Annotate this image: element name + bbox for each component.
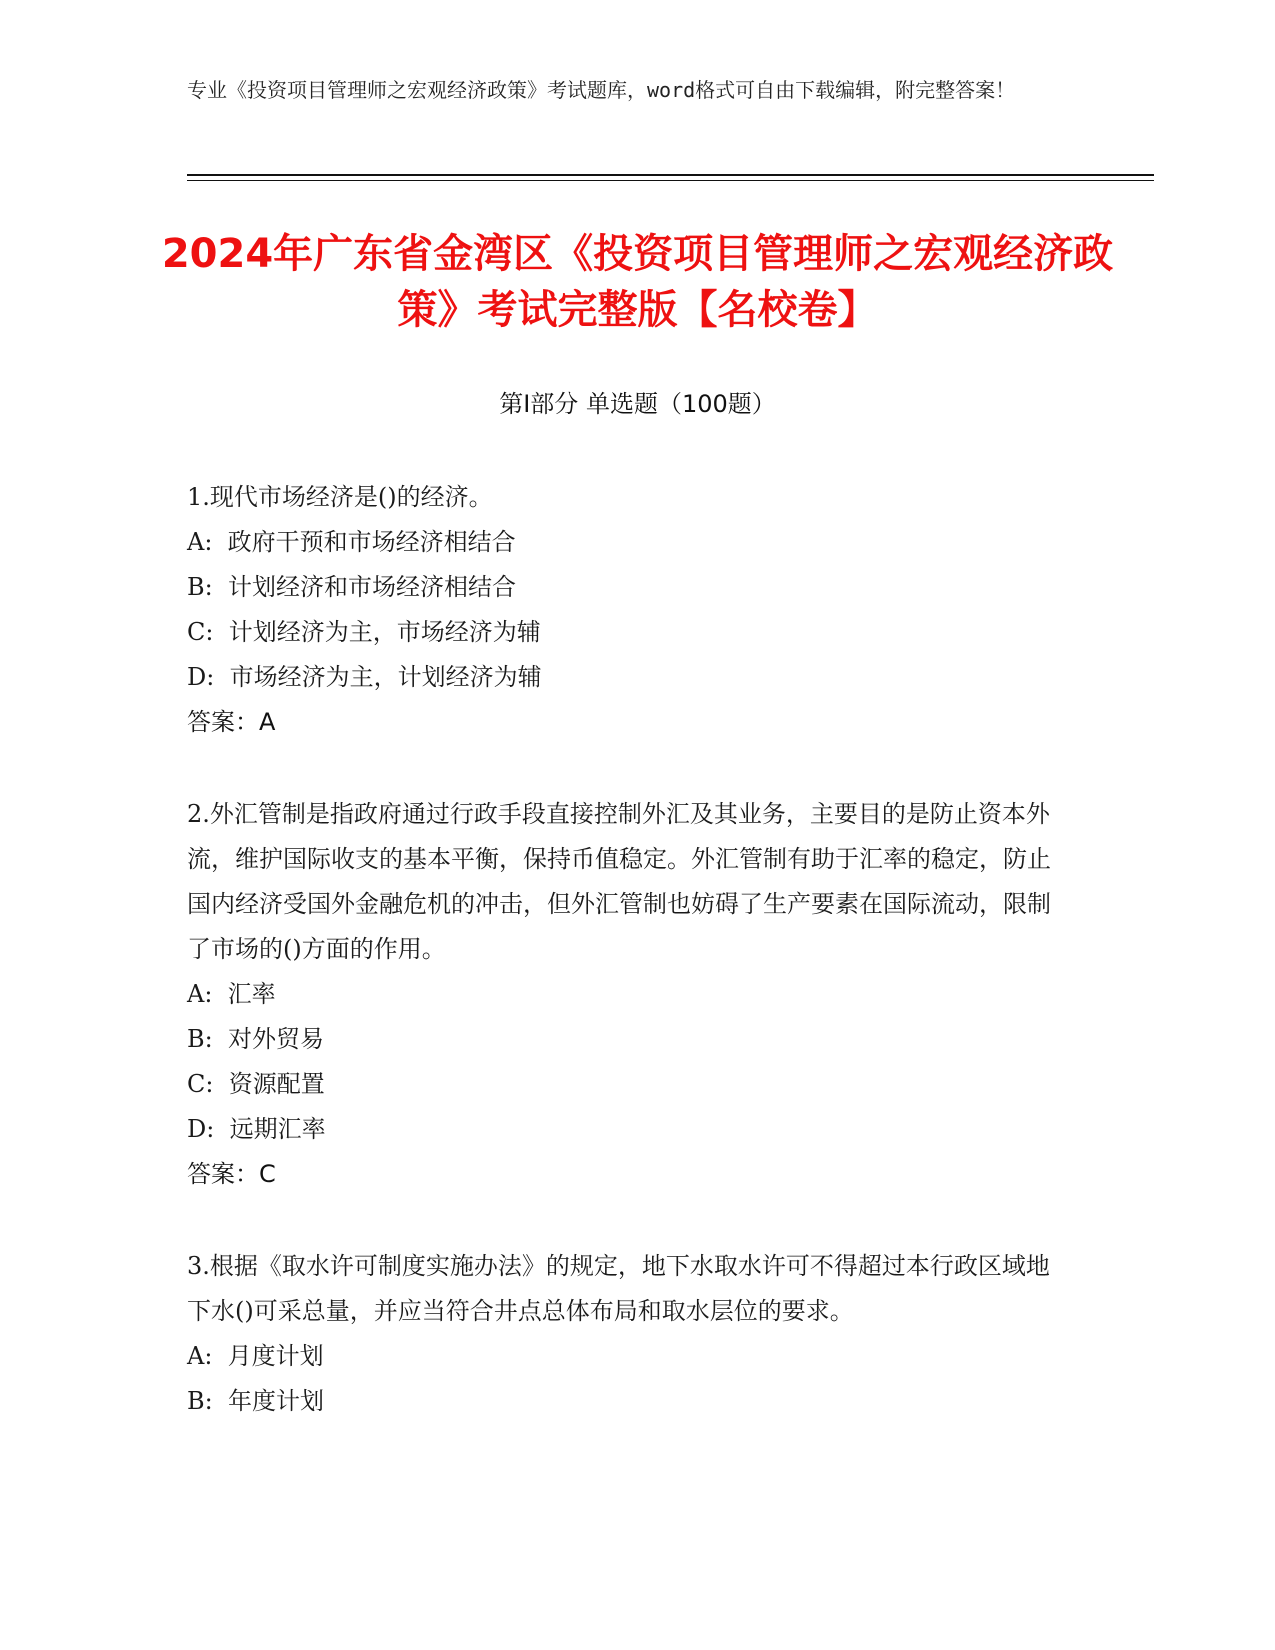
- header-note: 专业《投资项目管理师之宏观经济政策》考试题库，word格式可自由下载编辑，附完整答案！: [187, 78, 1016, 102]
- option-a: A: 汇率: [187, 980, 276, 1008]
- option-b: B: 年度计划: [187, 1387, 324, 1415]
- question-2: [187, 792, 1062, 1197]
- option-d: D: 市场经济为主，计划经济为辅: [187, 663, 542, 691]
- question-3: [187, 1244, 1062, 1424]
- question-stem: 3.根据《取水许可制度实施办法》的规定，地下水取水许可不得超过本行政区域地下水()可采总量，并应当符合井点总体布局和取水层位的要求。: [187, 1252, 1050, 1325]
- option-c: C: 计划经济为主，市场经济为辅: [187, 618, 541, 646]
- answer: 答案：C: [187, 1160, 276, 1188]
- option-b: B: 对外贸易: [187, 1025, 324, 1053]
- answer: 答案：A: [187, 708, 276, 736]
- option-a: A: 月度计划: [187, 1342, 324, 1370]
- question-list: [187, 475, 1062, 1471]
- section-heading: 第Ⅰ部分 单选题（100题）: [499, 390, 776, 418]
- header-divider-thin: [187, 180, 1154, 181]
- option-d: D: 远期汇率: [187, 1115, 326, 1143]
- header-divider-thick: [187, 174, 1154, 176]
- question-stem: 1.现代市场经济是()的经济。: [187, 483, 493, 511]
- question-1: [187, 475, 1062, 745]
- document-title: 2024年广东省金湾区《投资项目管理师之宏观经济政策》考试完整版【名校卷】: [161, 231, 1114, 333]
- option-b: B: 计划经济和市场经济相结合: [187, 573, 516, 601]
- option-c: C: 资源配置: [187, 1070, 325, 1098]
- option-a: A: 政府干预和市场经济相结合: [187, 528, 516, 556]
- question-stem: 2.外汇管制是指政府通过行政手段直接控制外汇及其业务，主要目的是防止资本外流，维护国际收支的基本平衡，保持币值稳定。外汇管制有助于汇率的稳定，防止国内经济受国外金融危机的冲击，但外汇管制也妨碍了生产要素在国际流动，限制了市场的()方面的作用。: [187, 800, 1051, 963]
